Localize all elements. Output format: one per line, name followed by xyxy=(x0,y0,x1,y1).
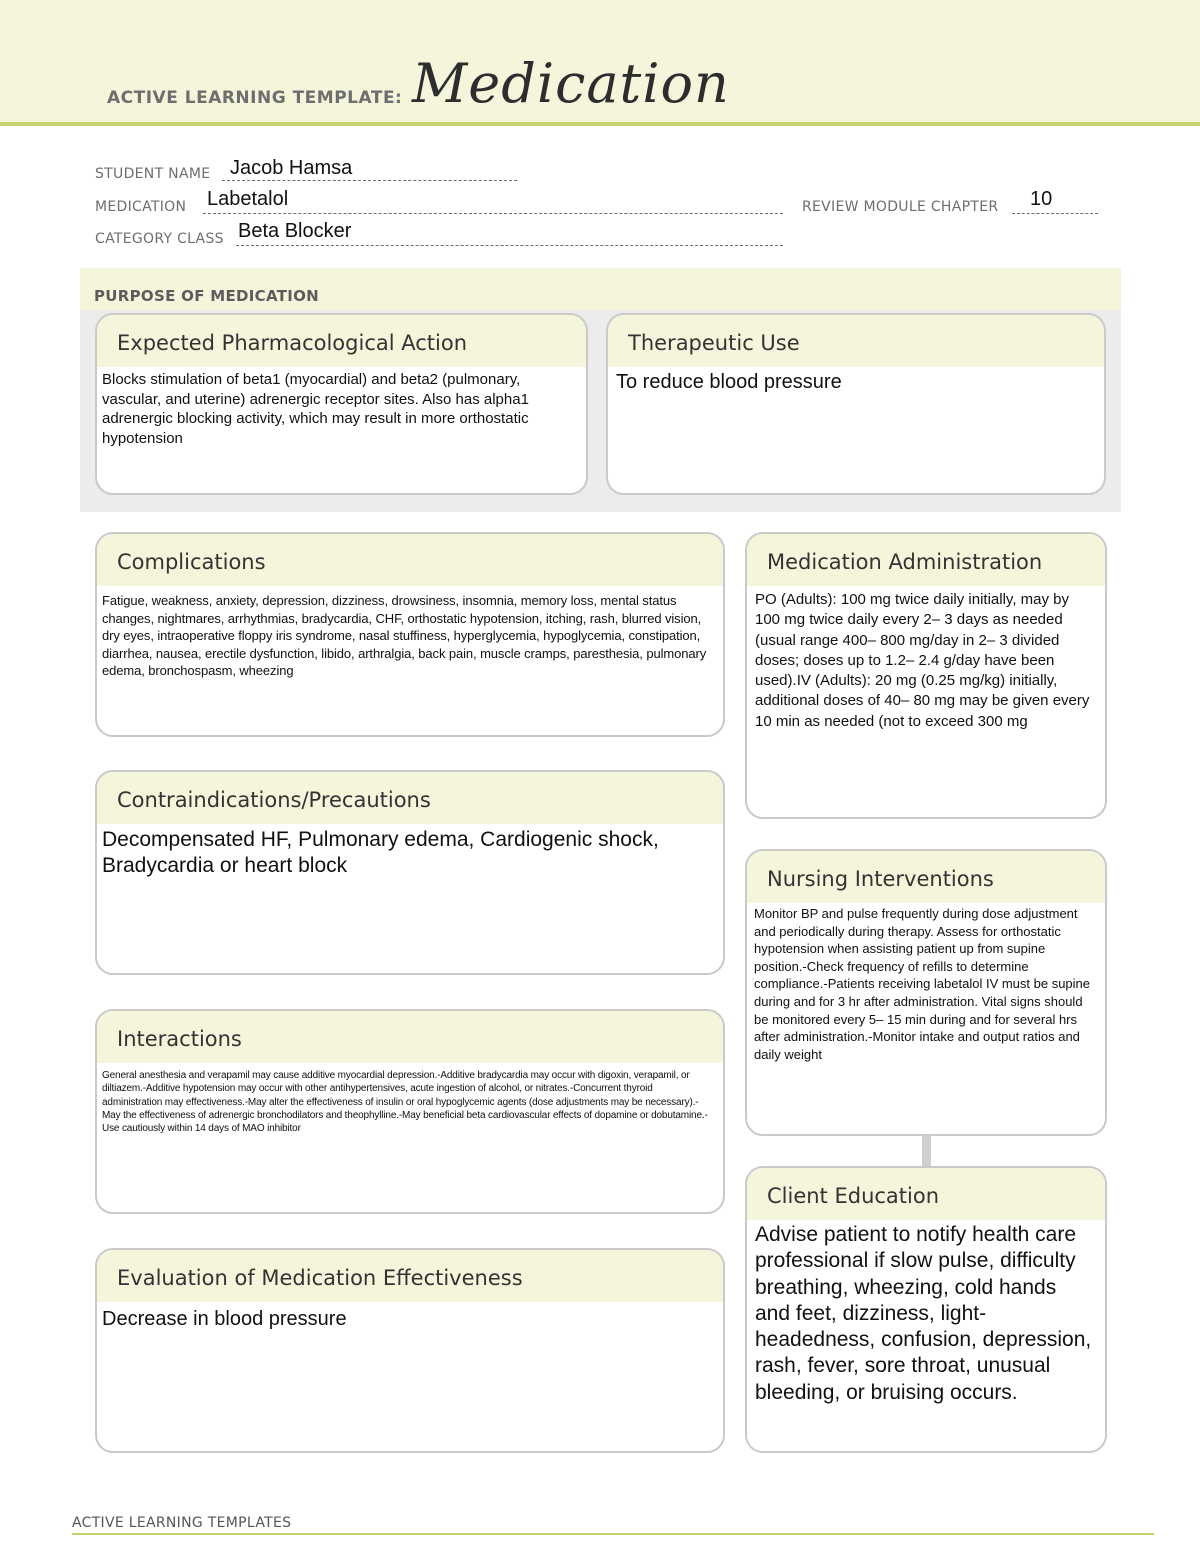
therapeutic-use-title: Therapeutic Use xyxy=(608,315,1104,367)
administration-title: Medication Administration xyxy=(747,534,1105,586)
contraindications-box xyxy=(95,770,725,975)
complications-box xyxy=(95,532,725,737)
complications-title: Complications xyxy=(97,534,723,586)
column-connector xyxy=(922,1135,931,1167)
therapeutic-use-text[interactable]: To reduce blood pressure xyxy=(616,371,842,393)
footer-label: ACTIVE LEARNING TEMPLATES xyxy=(72,1515,292,1531)
review-module-field[interactable]: 10 xyxy=(1030,188,1053,210)
interactions-text[interactable]: General anesthesia and verapamil may cause additive myocardial depression.-Additive bradycardia may occur with digoxin, verapamil, or diltiazem.-Additive hypotension may occur with other antihypertensives, acute ingestion of alcohol, or nitrates.-Concurrent thyroid administration may effectiveness.-May alter the effectiveness of insulin or oral hypoglycemic agents (dose adjustments may be necessary).-May the effectiveness of adrenergic bronchodilators and theophylline.-May beneficial beta cardiovascular effects of dopamine or dobutamine.-Use cautiously within 14 days of MAO inhibitor xyxy=(102,1070,708,1135)
category-class-line xyxy=(236,245,783,246)
student-name-label: STUDENT NAME xyxy=(95,166,211,182)
client-education-title: Client Education xyxy=(747,1168,1105,1220)
contraindications-text[interactable]: Decompensated HF, Pulmonary edema, Cardiogenic shock, Bradycardia or heart block xyxy=(102,828,659,877)
medication-label: MEDICATION xyxy=(95,199,187,215)
header-divider xyxy=(0,122,1200,126)
complications-text[interactable]: Fatigue, weakness, anxiety, depression, dizziness, drowsiness, insomnia, memory loss, mental status changes, nightmares, arrhythmias, bradycardia, CHF, orthostatic hypotension, itching, rash, blurred vision, dry eyes, intraoperative floppy iris syndrome, nasal stuffiness, hyperglycemia, hypoglycemia, constipation, diarrhea, nausea, erectile dysfunction, libido, arthralgia, back pain, muscle cramps, paresthesia, pulmonary edema, bronchospasm, wheezing xyxy=(102,593,707,678)
evaluation-text[interactable]: Decrease in blood pressure xyxy=(102,1308,347,1330)
administration-text[interactable]: PO (Adults): 100 mg twice daily initially, may by 100 mg twice daily every 2– 3 days as needed (usual range 400– 800 mg/day in 2– 3 divided doses; doses up to 1.2– 2.4 g/day have been used).IV (Adults): 20 mg (0.25 mg/kg) initially, additional doses of 40– 80 mg may be given every 10 min as needed (not to exceed 300 mg xyxy=(755,591,1090,730)
client-education-box xyxy=(745,1166,1107,1453)
review-module-label: REVIEW MODULE CHAPTER xyxy=(802,199,999,215)
category-class-label: CATEGORY CLASS xyxy=(95,231,224,247)
medication-field[interactable]: Labetalol xyxy=(207,188,289,210)
nursing-interventions-box xyxy=(745,849,1107,1136)
nursing-interventions-title: Nursing Interventions xyxy=(747,851,1105,903)
medication-line xyxy=(203,213,783,214)
expected-action-box xyxy=(95,313,588,495)
student-name-field[interactable]: Jacob Hamsa xyxy=(230,157,353,179)
evaluation-box xyxy=(95,1248,725,1453)
page-title: Medication xyxy=(412,52,730,115)
nursing-interventions-text[interactable]: Monitor BP and pulse frequently during dose adjustment and periodically during therapy. Assess for orthostatic hypotension when assisting patient up from supine position.-Check frequency of refills to determine compliance.-Patients receiving labetalol IV must be supine during and for 3 hr after administration. Vital signs should be monitored every 5– 15 min during and for several hrs after administration.-Monitor intake and output ratios and daily weight xyxy=(754,906,1091,1062)
expected-action-title: Expected Pharmacological Action xyxy=(97,315,586,367)
client-education-text[interactable]: Advise patient to notify health care professional if slow pulse, difficulty breathing, wheezing, cold hands and feet, dizziness, light-headedness, confusion, depression, rash, fever, sore throat, unusual bleeding, or bruising occurs. xyxy=(755,1223,1092,1404)
review-module-line xyxy=(1012,213,1098,214)
student-name-line xyxy=(222,180,517,181)
evaluation-title: Evaluation of Medication Effectiveness xyxy=(97,1250,723,1302)
template-label: ACTIVE LEARNING TEMPLATE: xyxy=(107,88,403,108)
footer-divider xyxy=(72,1533,1154,1535)
purpose-title: PURPOSE OF MEDICATION xyxy=(94,287,320,305)
interactions-box xyxy=(95,1009,725,1214)
expected-action-text[interactable]: Blocks stimulation of beta1 (myocardial) and beta2 (pulmonary, vascular, and uterine) adrenergic receptor sites. Also has alpha1 adrenergic blocking activity, which may result in more orthostatic hypotension xyxy=(102,371,529,447)
contraindications-title: Contraindications/Precautions xyxy=(97,772,723,824)
therapeutic-use-box xyxy=(606,313,1106,495)
interactions-title: Interactions xyxy=(97,1011,723,1063)
administration-box xyxy=(745,532,1107,819)
category-class-field[interactable]: Beta Blocker xyxy=(238,220,352,242)
